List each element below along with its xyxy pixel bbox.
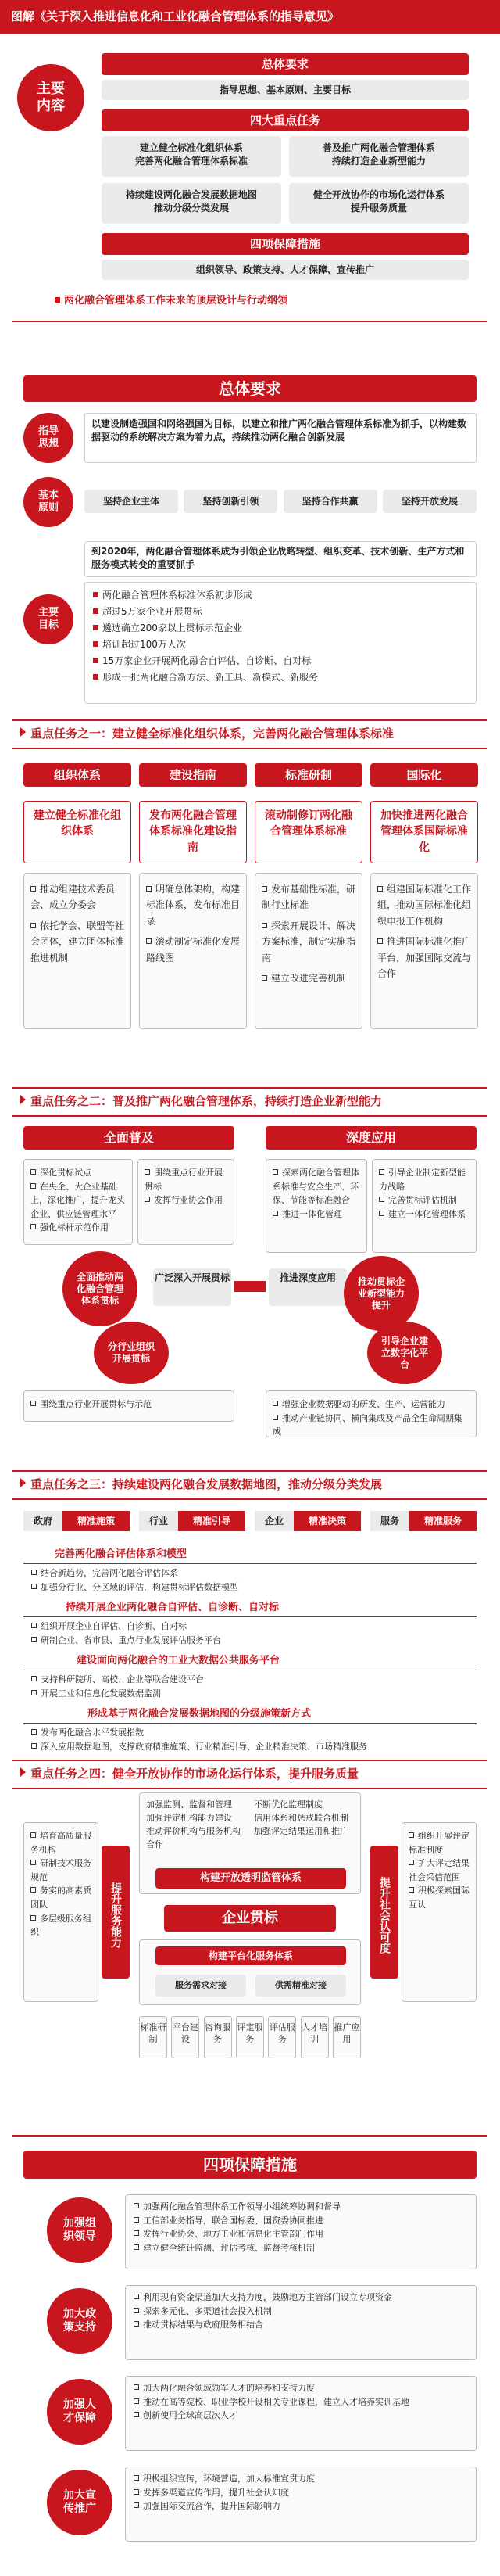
guarantee-line: 创新使用全球高层次人才 xyxy=(134,2409,468,2423)
task1-col-head: 滚动制修订两化融合管理体系标准 xyxy=(255,801,362,863)
t2-right-circle-1: 推动贯标企业新型能力提升 xyxy=(344,1256,419,1331)
guide-text: 以建设制造强国和网络强国为目标，以建立和推广两化融合管理体系标准为抓手，以构建数据驱动的系统解决方案为着力点，持续推动两化融合创新发展 xyxy=(84,413,477,463)
general-section xyxy=(0,328,500,719)
task3-row-head: 持续开展企业两化融合自评估、自诊断、自对标 xyxy=(23,1598,477,1617)
task3-row-item: 发布两化融合水平发展指数 xyxy=(31,1726,477,1740)
guide-badge: 指导思想 xyxy=(23,413,73,463)
guarantee-list xyxy=(125,2285,477,2360)
goal-list xyxy=(84,582,477,704)
task2-right-title: 深度应用 xyxy=(266,1126,477,1150)
t4-service-2: 供需精准对接 xyxy=(255,1975,346,1997)
divider xyxy=(12,321,488,322)
task1-item: 发布基础性标准，研制行业标准 xyxy=(262,884,356,911)
goal-item: 超过5万家企业开展贯标 xyxy=(93,604,468,620)
overview-general-items: 指导思想、基本原则、主要目标 xyxy=(102,80,469,100)
t4-platform-box xyxy=(139,1939,361,2005)
guarantee-line: 加强两化融合管理体系工作领导小组统筹协调和督导 xyxy=(134,2200,468,2214)
guarantee-line: 积极组织宣传，环境营造，加大标准宣贯力度 xyxy=(134,2472,468,2486)
task1-tab: 建设指南 xyxy=(139,763,247,787)
task3-tags xyxy=(23,1511,477,1531)
task4-bottom-item: 平台建设 xyxy=(171,2016,199,2058)
t2-center-left: 广泛深入开展贯标 xyxy=(153,1268,231,1306)
principle-4: 坚持开放发展 xyxy=(383,490,477,513)
task3-row-item: 加强分行业、分区域的评估，构建贯标评估数据模型 xyxy=(31,1580,477,1595)
guarantee-line: 工信部业务指导，联合国标委、国资委协同推进 xyxy=(134,2214,468,2228)
task4-bottom-item: 评估服务 xyxy=(268,2016,296,2058)
task3-row-item: 研制企业、省市县、重点行业发展评估服务平台 xyxy=(31,1634,477,1648)
overview-general-title: 总体要求 xyxy=(102,53,469,75)
task4-bottom-item: 咨询服务 xyxy=(204,2016,232,2058)
guarantee-badge: 加强人才保障 xyxy=(47,2379,112,2445)
main-content-badge: 主要内容 xyxy=(17,64,84,131)
task4-bottom-item: 推广应用 xyxy=(333,2016,361,2058)
goal-item: 15万家企业开展两化融合自评估、自诊断、自对标 xyxy=(93,653,468,669)
t4-left-label: 提升服务能力 xyxy=(102,1846,130,1979)
task4-section xyxy=(0,1760,500,2104)
overview-guarantee-items: 组织领导、政策支持、人才保障、宣传推广 xyxy=(102,260,469,280)
task3-row-item: 开展工业和信息化发展数据监测 xyxy=(31,1687,477,1701)
guarantee-list xyxy=(125,2376,477,2451)
task1-item: 组建国际标准化工作组，推动国际标准化组织申报工作机构 xyxy=(377,884,472,927)
task2-title: 重点任务之二：普及推广两化融合管理体系，持续打造企业新型能力 xyxy=(12,1087,488,1117)
goal-item: 培训超过100万人次 xyxy=(93,637,468,653)
guarantee-line: 发挥多渠道宣传作用，提升社会认知度 xyxy=(134,2486,468,2500)
task1-title: 重点任务之一：建立健全标准化组织体系，完善两化融合管理体系标准 xyxy=(12,719,488,749)
goal-item: 遴选确立200家以上贯标示范企业 xyxy=(93,620,468,637)
t4-platform: 构建平台化服务体系 xyxy=(155,1946,346,1965)
task3-row-head: 完善两化融合评估体系和模型 xyxy=(23,1545,477,1564)
task3-tag: 服务 精准服务 xyxy=(370,1511,477,1531)
t4-service-1: 服务需求对接 xyxy=(155,1975,246,1997)
t2-left-circle-1: 全面推动两化融合管理体系贯标 xyxy=(62,1251,138,1326)
t2-right-bottom-card: 增强企业数据驱动的研发、生产、运营能力 推动产业链协同、横向集成及产品全生命周期集成 xyxy=(266,1390,477,1437)
task1-item: 推进国际标准化推广平台，加强国际交流与合作 xyxy=(377,936,472,979)
t2-left-top2-card: 围绕重点行业开展贯标 发挥行业协会作用 xyxy=(138,1159,234,1245)
general-title: 总体要求 xyxy=(23,375,477,402)
task1-tab: 标准研制 xyxy=(255,763,362,787)
task1-col-head: 发布两化融合管理体系标准化建设指南 xyxy=(139,801,247,863)
t4-right-card: 组织开展评定标准制度 扩大评定结果社会采信范围 积极探索国际互认 xyxy=(402,1822,477,2002)
task1-tab: 组织体系 xyxy=(23,763,131,787)
t2-left-bottom-card: 围绕重点行业开展贯标与示范 xyxy=(23,1390,234,1422)
task1-section xyxy=(0,719,500,1056)
task4-bottom-item: 人才培训 xyxy=(301,2016,329,2058)
guarantee-line: 探索多元化、多渠道社会投入机制 xyxy=(134,2305,468,2319)
task3-tag: 政府 精准施策 xyxy=(23,1511,130,1531)
t2-right-circle-2: 引导企业建立数字化平台 xyxy=(367,1322,442,1384)
overview-task-4: 健全开放协作的市场化运行体系 提升服务质量 xyxy=(289,183,469,224)
task2-section xyxy=(0,1087,500,1455)
goal-badge: 主要目标 xyxy=(23,594,73,644)
goal-head: 到2020年，两化融合管理体系成为引领企业战略转型、组织变革、技术创新、生产方式和服务模式转变的重要抓手 xyxy=(84,541,477,577)
principle-badge: 基本原则 xyxy=(23,477,73,527)
task3-row-head: 形成基于两化融合发展数据地图的分级施策新方式 xyxy=(23,1705,477,1724)
task1-item: 滚动制定标准化发展路线图 xyxy=(146,936,241,963)
guarantee-title: 四项保障措施 xyxy=(23,2151,477,2179)
guarantee-line: 建立健全统计监测、评估考核、监督考核机制 xyxy=(134,2241,468,2255)
t2-center-right: 推进深度应用 xyxy=(269,1268,347,1306)
overview-task-1: 建立健全标准化组织体系 完善两化融合管理体系标准 xyxy=(102,136,281,177)
task1-item: 建立改进完善机制 xyxy=(262,970,355,986)
overview-task-3: 持续建设两化融合发展数据地图 推动分级分类发展 xyxy=(102,183,281,224)
overview-tasks-title: 四大重点任务 xyxy=(102,109,469,131)
task1-item: 探索开展设计、解决方案标准，制定实施指南 xyxy=(262,920,356,963)
page-title: 图解《关于深入推进信息化和工业化融合管理体系的指导意见》 xyxy=(11,9,340,24)
t4-top-box xyxy=(139,1792,361,1894)
page-header xyxy=(0,0,500,34)
t4-right-label: 提升社会认可度 xyxy=(370,1846,398,1979)
task3-row-item: 结合新趋势，完善两化融合评估体系 xyxy=(31,1566,477,1580)
guarantee-section xyxy=(0,2135,500,2573)
t4-left-card: 培育高质量服务机构 研制技术服务规范 务实的高素质团队 多层级服务组织 xyxy=(23,1822,98,2002)
guarantee-list xyxy=(125,2467,477,2542)
task3-tag: 企业 精准决策 xyxy=(255,1511,361,1531)
task1-item: 依托学会、联盟等社会团体，建立团体标准推进机制 xyxy=(30,920,125,963)
guarantee-line: 利用现有资金渠道加大支持力度，鼓励地方主管部门设立专项资金 xyxy=(134,2291,468,2305)
task4-bottom-item: 标准研制 xyxy=(139,2016,167,2058)
t2-left-top-card: 深化贯标试点 在央企、大企业基础上，深化推广，提升龙头企业、供应链管理水平 强化标杆示范作用 xyxy=(23,1159,133,1245)
guarantee-badge: 加大宣传推广 xyxy=(47,2470,112,2535)
t2-left-circle-2: 分行业组织开展贯标 xyxy=(94,1322,169,1384)
guarantee-badge: 加大政策支持 xyxy=(47,2288,112,2354)
t2-link-arrow xyxy=(234,1281,266,1292)
overview-tagline: 两化融合管理体系工作未来的顶层设计与行动纲领 xyxy=(55,294,288,309)
task2-left-title: 全面普及 xyxy=(23,1126,234,1150)
task3-row-item: 深入应用数据地图，支撑政府精准施策、行业精准引导、企业精准决策、市场精准服务 xyxy=(31,1740,477,1754)
task3-row-head: 建设面向两化融合的工业大数据公共服务平台 xyxy=(23,1652,477,1670)
task4-bottom-item: 评定服务 xyxy=(236,2016,264,2058)
overview-task-2: 普及推广两化融合管理体系 持续打造企业新型能力 xyxy=(289,136,469,177)
goal-item: 两化融合管理体系标准体系初步形成 xyxy=(93,587,468,604)
task1-col-head: 加快推进两化融合管理体系国际标准化 xyxy=(370,801,478,863)
task1-item: 明确总体架构，构建标准体系，发布标准目录 xyxy=(146,884,241,927)
task1-tab: 国际化 xyxy=(370,763,478,787)
guarantee-line: 推动贯标结果与政府服务相结合 xyxy=(134,2318,468,2332)
task3-row-item: 支持科研院所、高校、企业等联合建设平台 xyxy=(31,1673,477,1687)
t2-right-top2-card: 引导企业制定新型能力战略 完善贯标评估机制 建立一体化管理体系 xyxy=(372,1159,477,1253)
task3-section xyxy=(0,1470,500,1783)
principle-3: 坚持合作共赢 xyxy=(284,490,377,513)
guarantee-line: 加强国际交流合作，提升国际影响力 xyxy=(134,2499,468,2513)
task3-tag: 行业 精准引导 xyxy=(139,1511,245,1531)
t4-center-title: 构建开放透明监管体系 xyxy=(155,1868,346,1889)
principle-2: 坚持创新引领 xyxy=(184,490,277,513)
guarantee-line: 推动在高等院校、职业学校开设相关专业课程，建立人才培养实训基地 xyxy=(134,2395,468,2409)
task1-col-list xyxy=(255,873,362,1029)
guarantee-list xyxy=(125,2194,477,2269)
task1-col-list xyxy=(23,873,131,1029)
task3-row-item: 组织开展企业自评估、自诊断、自对标 xyxy=(31,1620,477,1634)
guarantee-line: 发挥行业协会、地方工业和信息化主管部门作用 xyxy=(134,2227,468,2241)
overview-guarantee-title: 四项保障措施 xyxy=(102,233,469,255)
task1-col-list xyxy=(370,873,478,1029)
t2-right-top-card: 探索两化融合管理体系标准与安全生产、环保、节能等标准融合 推进一体化管理 xyxy=(266,1159,367,1253)
task3-title: 重点任务之三：持续建设两化融合发展数据地图，推动分级分类发展 xyxy=(12,1470,488,1500)
task4-title: 重点任务之四：健全开放协作的市场化运行体系，提升服务质量 xyxy=(12,1760,488,1789)
task1-col-head: 建立健全标准化组织体系 xyxy=(23,801,131,863)
goal-item: 形成一批两化融合新方法、新工具、新模式、新服务 xyxy=(93,669,468,686)
guarantee-line: 加大两化融合领域领军人才的培养和支持力度 xyxy=(134,2381,468,2395)
task1-item: 推动组建技术委员会、成立分委会 xyxy=(30,884,116,911)
guarantee-badge: 加强组织领导 xyxy=(47,2197,112,2263)
t4-bottom-list xyxy=(139,2016,361,2058)
task1-col-list xyxy=(139,873,247,1029)
divider xyxy=(12,2135,488,2137)
principle-list xyxy=(84,490,477,513)
t4-top-right-list: 不断优化监理制度 信用体系和惩戒联合机制 加强评定结果运用和推广 xyxy=(254,1799,348,1837)
t4-core: 企业贯标 xyxy=(164,1905,336,1932)
principle-1: 坚持企业主体 xyxy=(84,490,178,513)
t4-top-left-list: 加强监测、监督和管理 加强评定机构能力建设 推动评价机构与服务机构合作 xyxy=(146,1799,241,1850)
